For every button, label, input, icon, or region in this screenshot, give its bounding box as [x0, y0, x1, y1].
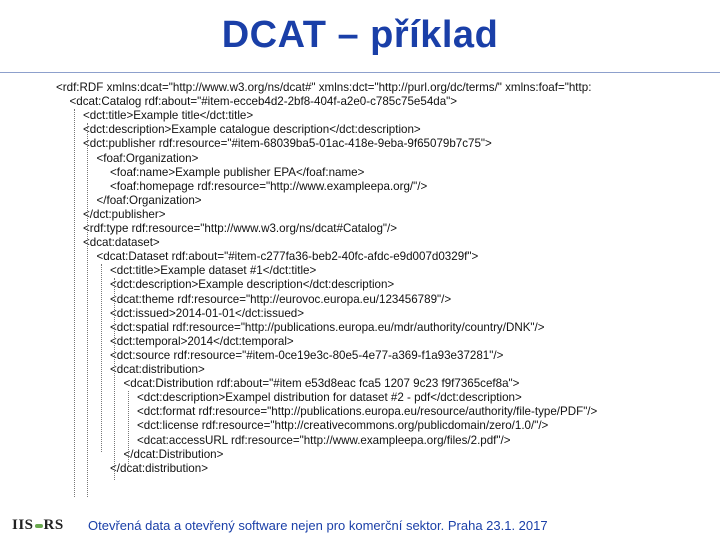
code-line: <dct:title>Example dataset #1</dct:title>	[110, 264, 317, 278]
code-line: <dct:temporal>2014</dct:temporal>	[110, 334, 294, 348]
logo-text-left: IIS	[12, 517, 34, 533]
code-line: <foaf:homepage rdf:resource="http://www.exampleepa.org/"/>	[110, 179, 428, 193]
logo-dash-mark	[35, 524, 43, 528]
code-line: </dcat:Distribution>	[123, 447, 224, 461]
code-line: <dcat:accessURL rdf:resource="http://www.exampleepa.org/files/2.pdf"/>	[137, 433, 511, 447]
indent-guide	[87, 123, 88, 498]
code-line: <rdf:RDF xmlns:dcat="http://www.w3.org/ns/dcat#" xmlns:dct="http://purl.org/dc/terms/" xmlns:foaf="http:	[56, 81, 592, 94]
code-line: <dcat:Distribution rdf:about="#item e53d8eac fca5 1207 9c23 f9f7365cef8a">	[123, 377, 520, 391]
code-line: <foaf:name>Example publisher EPA</foaf:name>	[110, 165, 365, 179]
code-line: <dct:issued>2014-01-01</dct:issued>	[110, 306, 305, 320]
indent-guide	[74, 109, 75, 498]
code-line: <foaf:Organization>	[96, 151, 199, 165]
rdf-code-listing	[56, 78, 636, 498]
code-line: <dcat:distribution>	[110, 363, 205, 376]
code-line: <dct:title>Example title</dct:title>	[83, 109, 254, 123]
title-divider	[0, 72, 720, 73]
code-line: <dct:description>Exampel distribution for dataset #2 - pdf</dct:description>	[137, 391, 522, 405]
code-line: <dcat:dataset>	[83, 236, 160, 250]
indent-guide	[101, 264, 102, 451]
code-line: </dct:publisher>	[83, 207, 166, 221]
code-line: <dct:license rdf:resource="http://creativecommons.org/publicdomain/zero/1.0/"/>	[137, 419, 549, 433]
code-line: <dcat:theme rdf:resource="http://eurovoc.europa.eu/123456789"/>	[110, 292, 452, 306]
code-line: <dct:description>Example catalogue description</dct:description>	[83, 123, 421, 137]
code-line: <dcat:Catalog rdf:about="#item-ecceb4d2-2bf8-404f-a2e0-c785c75e54da">	[69, 95, 458, 109]
code-line: <dct:format rdf:resource="http://publications.europa.eu/resource/authority/file-type/PDF"/>	[137, 405, 598, 419]
logo-text-right: RS	[43, 517, 64, 533]
code-line: </dcat:distribution>	[110, 461, 208, 475]
code-line: <dct:source rdf:resource="#item-0ce19e3c-80e5-4e77-a369-f1a93e37281"/>	[110, 348, 504, 362]
code-line: <rdf:type rdf:resource="http://www.w3.org/ns/dcat#Catalog"/>	[83, 222, 398, 235]
code-line: <dcat:Dataset rdf:about="#item-c277fa36-beb2-40fc-afdc-e9d007d0329f">	[96, 250, 479, 264]
slide-title: DCAT – příklad	[221, 14, 499, 56]
footer-caption: Otevřená data a otevřený software nejen pro komerční sektor. Praha 23.1. 2017	[88, 518, 548, 533]
code-line: <dct:description>Example description</dct:description>	[110, 278, 395, 292]
code-line: <dct:publisher rdf:resource="#item-68039ba5-01ac-418e-9eba-9f65079b7c75">	[83, 137, 492, 151]
code-line: </foaf:Organization>	[96, 193, 202, 207]
indent-guide	[128, 391, 129, 466]
indent-guide	[114, 278, 115, 479]
iis-rs-logo	[12, 517, 64, 537]
code-line: <dct:spatial rdf:resource="http://publications.europa.eu/mdr/authority/country/DNK"/>	[110, 320, 545, 334]
